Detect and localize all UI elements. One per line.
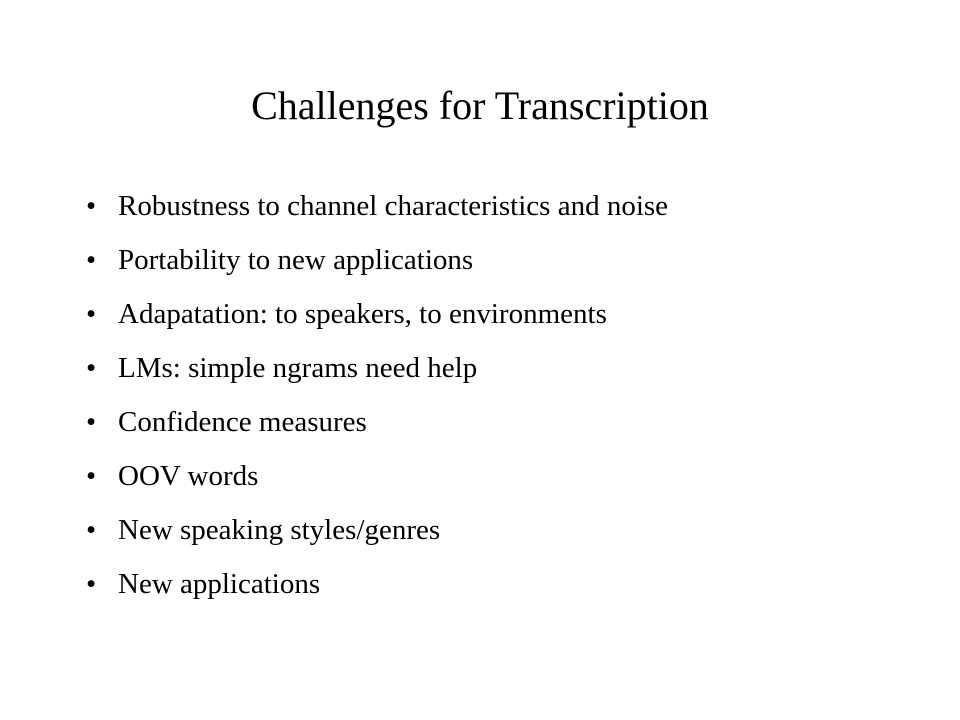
bullet-text: New applications bbox=[118, 568, 321, 600]
bullet-icon: • bbox=[86, 244, 97, 276]
bullet-icon: • bbox=[86, 352, 97, 384]
bullet-icon: • bbox=[86, 460, 97, 492]
bullet-icon: • bbox=[86, 406, 97, 438]
bullet-icon: • bbox=[86, 298, 97, 330]
bullet-icon: • bbox=[86, 514, 97, 546]
bullet-icon: • bbox=[86, 568, 97, 600]
bullet-text: Adapatation: to speakers, to environments bbox=[118, 298, 607, 330]
bullet-text: New speaking styles/genres bbox=[118, 514, 441, 546]
bullet-text: Robustness to channel characteristics and noise bbox=[118, 190, 669, 222]
bullet-text: OOV words bbox=[118, 460, 259, 492]
bullet-text: LMs: simple ngrams need help bbox=[118, 352, 478, 384]
bullet-text: Confidence measures bbox=[118, 406, 367, 438]
bullet-text: Portability to new applications bbox=[118, 244, 474, 276]
slide-title: Challenges for Transcription bbox=[251, 83, 709, 128]
bullet-icon: • bbox=[86, 190, 97, 222]
